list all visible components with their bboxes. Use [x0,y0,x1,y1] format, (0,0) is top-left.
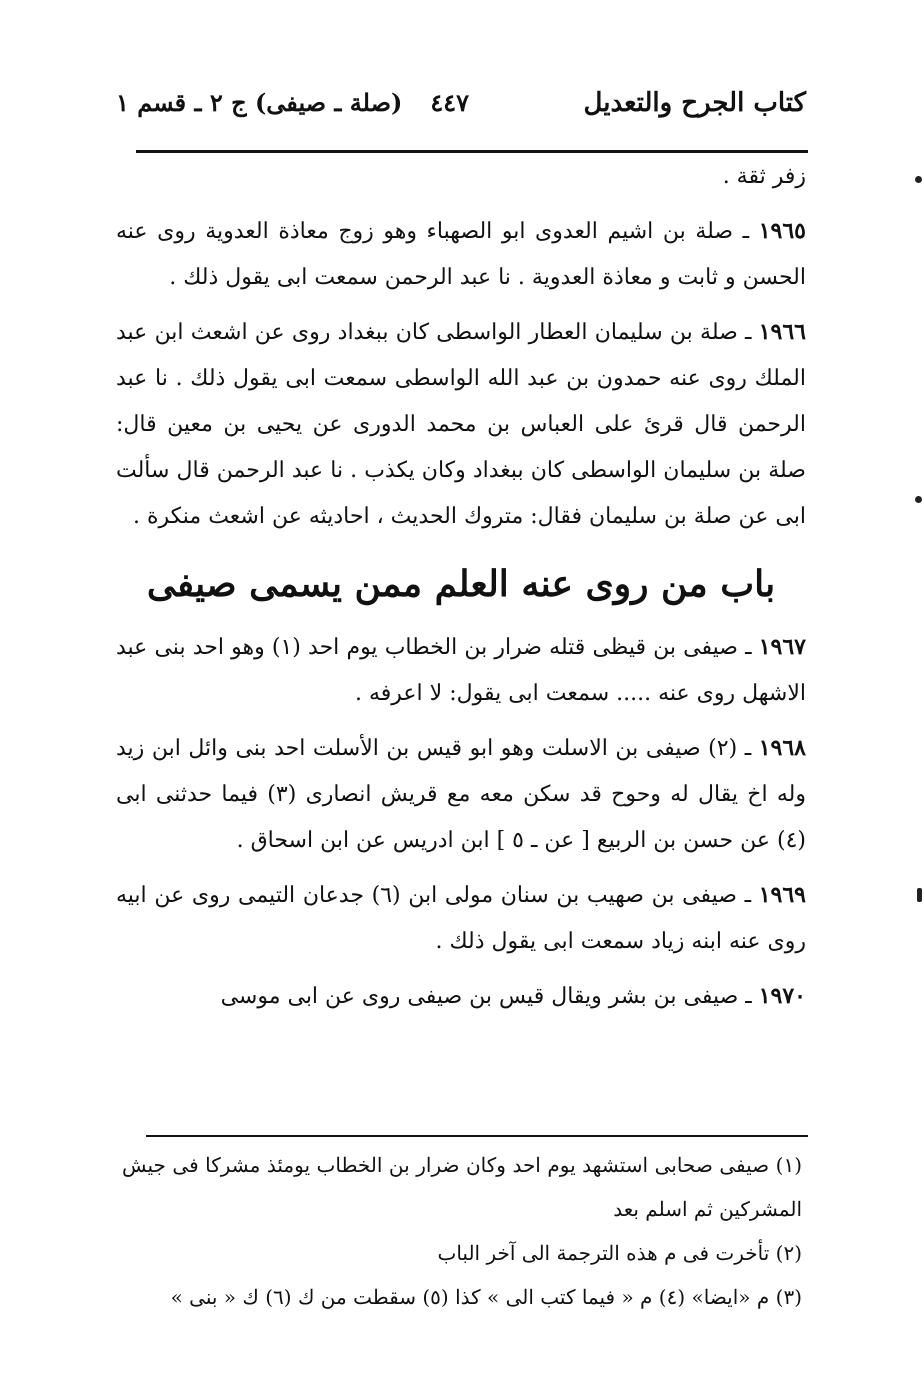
entry-text: ـ صيفى بن صهيب بن سنان مولى ابن (٦) جدعان التيمى روى عن ابيه روى عنه ابنه زياد سمعت ابى يقول ذلك . [116,883,806,954]
entry-number: ١٩٦٩ [758,882,806,908]
entry-number: ١٩٦٧ [758,634,806,660]
entry-number: ١٩٦٦ [758,319,806,345]
entry-text: ـ صيفى بن قيظى قتله ضرار بن الخطاب يوم احد (١) وهو احد بنى عبد الاشهل روى عنه ..... سمعت ابى يقول: لا اعرفه . [116,635,806,706]
entry-1965 [116,208,806,301]
entry-1966 [116,309,806,540]
entry-number: ١٩٦٨ [758,735,806,761]
footnote-line: (٣) م «ايضا» (٤) م « فيما كتب الى » كذا (٥) سقطت من ك (٦) ك « بنى » [170,1285,802,1309]
entry-1969 [116,872,806,965]
footnotes [122,1143,802,1319]
scan-speck [915,496,922,503]
scan-speck [917,888,922,902]
scan-speck [915,176,922,183]
book-title: كتاب الجرح والتعديل [583,88,806,118]
footnote-line: (٢) تأخرت فى م هذه الترجمة الى آخر الباب [437,1241,802,1265]
footnote-rule [146,1135,808,1137]
chapter-heading: باب من روى عنه العلم ممن يسمى صيفى [146,563,776,605]
main-text [116,154,806,1028]
entry-number: ١٩٦٥ [758,218,806,244]
entry-1967 [116,624,806,717]
header-right [584,88,806,118]
header-rule [136,150,808,153]
entry-text: ـ صلة بن اشيم العدوى ابو الصهباء وهو زوج معاذة العدوية روى عنه الحسن و ثابت و معاذة العدوية . نا عبد الرحمن سمعت ابى يقول ذلك . [116,219,806,290]
footnote-line: (١) صيفى صحابى استشهد يوم احد وكان ضرار بن الخطاب يومئذ مشركا فى جيش المشركين ثم اسلم بعد [122,1153,802,1221]
entry-1970 [116,973,806,1020]
running-header [116,88,806,136]
entry-text: ـ صيفى بن بشر ويقال قيس بن صيفى روى عن ابى موسى [220,984,752,1009]
entry-number: ١٩٧٠ [758,983,806,1009]
entry-text: ـ (٢) صيفى بن الاسلت وهو ابو قيس بن الأسلت احد بنى وائل ابن زيد وله اخ يقال له وحوح قد سكن معه مع قريش انصارى (٣) فيما حدثنى ابى (٤) عن حسن بن الربيع [ عن ـ ٥ ] ابن ادريس عن ابن اسحاق . [116,736,806,853]
lead-line: زفر ثقة . [722,164,806,189]
section-label: (صلة ـ صيفى) ج ٢ ـ قسم ١ [116,88,403,117]
page-number: ٤٤٧ [430,88,470,117]
entry-1968 [116,725,806,864]
header-left [116,88,469,117]
entry-text: ـ صلة بن سليمان العطار الواسطى كان ببغداد روى عن اشعث ابن عبد الملك روى عنه حمدون بن عبد الله الواسطى سمعت ابى يقول ذلك . نا عبد الرحمن قال قرئ على العباس بن محمد الدورى عن يحيى بن معين قال: صلة بن سليمان الواسطى كان ببغداد وكان يكذب . نا عبد الرحمن قال سألت ابى عن صلة بن سليمان فقال: متروك الحديث ، احاديثه عن اشعث منكرة . [116,320,806,529]
